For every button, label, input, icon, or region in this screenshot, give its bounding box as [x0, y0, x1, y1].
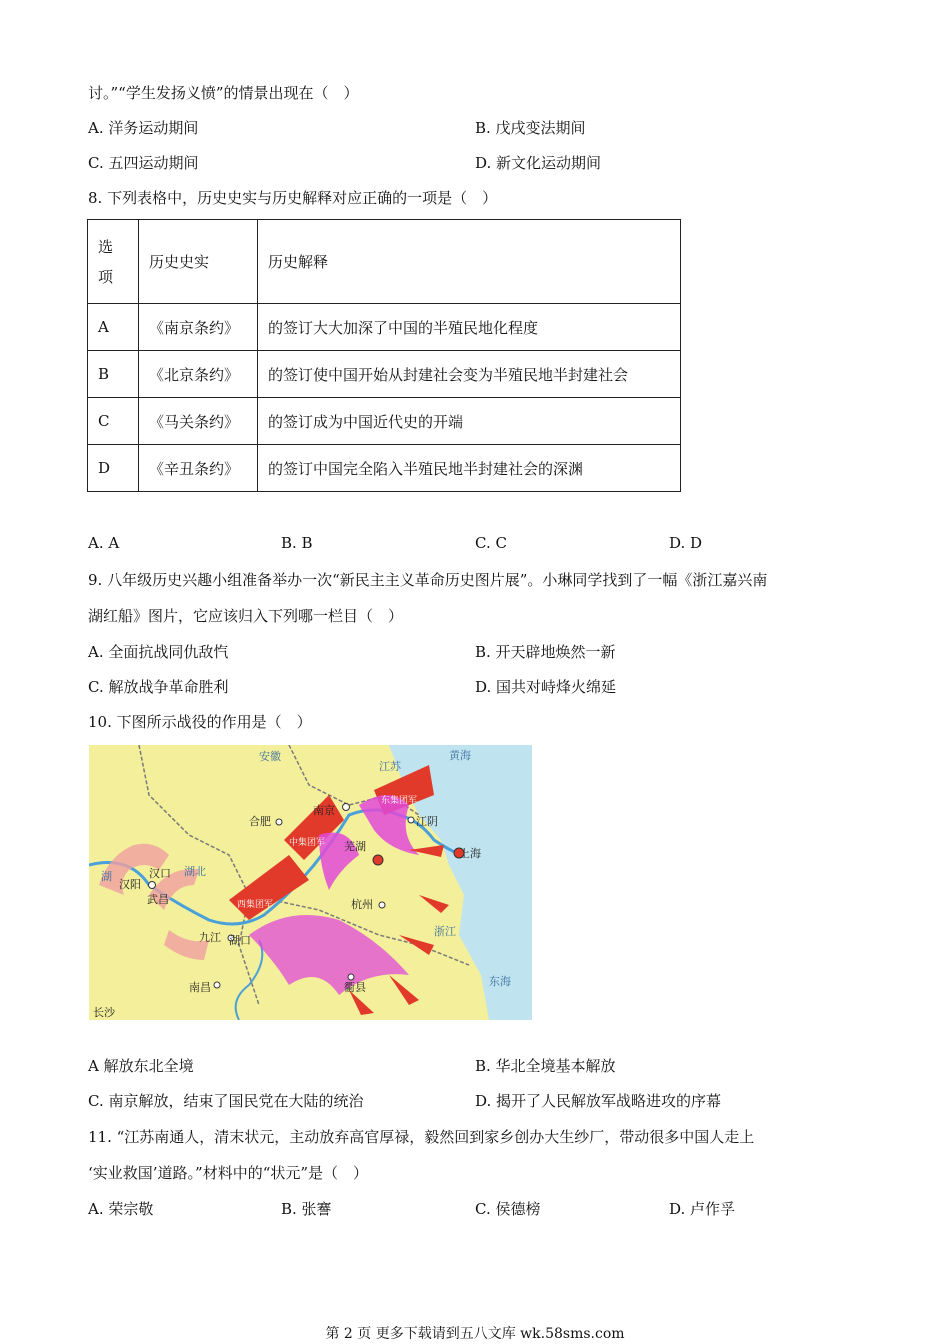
- map-label: 九江: [199, 931, 221, 944]
- map-label: 杭州: [351, 898, 373, 911]
- map-label: 长沙: [93, 1006, 115, 1019]
- q9-option-b[interactable]: B. 开天辟地焕然一新: [475, 643, 616, 661]
- q10-option-b[interactable]: B. 华北全境基本解放: [475, 1057, 616, 1075]
- red-arrow: [409, 845, 444, 857]
- table-row: [88, 351, 681, 398]
- red-arrow: [389, 975, 419, 1005]
- city-marker-hefei: [276, 819, 282, 825]
- q7-option-a[interactable]: A. 洋务运动期间: [88, 119, 199, 137]
- q9-option-a[interactable]: A. 全面抗战同仇敌忾: [88, 643, 229, 661]
- map-label: 西集团军: [237, 900, 274, 910]
- city-marker-nanjing: [343, 804, 350, 811]
- q11-option-a[interactable]: A. 荣宗敬: [88, 1200, 154, 1218]
- table-cell: 《辛丑条约》: [139, 445, 258, 492]
- map-label: 南昌: [189, 981, 211, 994]
- q7-stem-tail: 讨。”“学生发扬义愤”的情景出现在（ ）: [88, 84, 359, 102]
- table-cell: 《南京条约》: [139, 304, 258, 351]
- q7-option-b[interactable]: B. 戊戌变法期间: [475, 119, 586, 137]
- table-row: [88, 445, 681, 492]
- table-row: [88, 304, 681, 351]
- map-label: 汉口: [149, 867, 171, 880]
- map-label: 东集团军: [381, 796, 418, 806]
- q9-stem-line2: 湖红船》图片，它应该归入下列哪一栏目（ ）: [88, 607, 404, 625]
- q7-option-c[interactable]: C. 五四运动期间: [88, 154, 199, 172]
- map-label: 中集团军: [289, 838, 326, 848]
- q8-table-header: [88, 220, 681, 304]
- q9-option-d[interactable]: D. 国共对峙烽火绵延: [475, 678, 617, 696]
- q8-stem: 8. 下列表格中，历史史实与历史解释对应正确的一项是（ ）: [88, 189, 498, 207]
- q11-option-b[interactable]: B. 张謇: [281, 1200, 332, 1218]
- map-label: 衢县: [344, 981, 366, 994]
- map-label: 湖: [101, 870, 112, 883]
- red-arrow: [399, 935, 434, 955]
- q8-table: [87, 219, 681, 492]
- q10-stem: 10. 下图所示战役的作用是（ ）: [88, 713, 312, 731]
- city-marker-wuhan: [149, 882, 156, 889]
- map-label: 浙江: [434, 925, 456, 938]
- table-cell: 《马关条约》: [139, 398, 258, 445]
- map-label: 江阴: [416, 815, 438, 828]
- map-label: 芜湖: [344, 840, 366, 853]
- q8-option-a[interactable]: A. A: [88, 534, 120, 552]
- table-cell: 的签订大大加深了中国的半殖民地化程度: [258, 304, 681, 351]
- map-label: 南京: [313, 804, 335, 817]
- city-marker-wuhu: [373, 855, 383, 865]
- q8-header-explanation: 历史解释: [258, 220, 681, 304]
- page-footer: 第 2 页 更多下载请到五八文库 wk.58sms.com: [325, 1326, 625, 1342]
- q8-header-fact: 历史史实: [139, 220, 258, 304]
- map-label: 湖口: [229, 934, 251, 947]
- battle-map-svg: [89, 745, 532, 1020]
- south-thrust: [249, 915, 409, 995]
- q8-option-d[interactable]: D. D: [669, 534, 703, 552]
- city-marker-jiangyin: [408, 817, 414, 823]
- table-cell: B: [88, 351, 139, 398]
- q8-option-c[interactable]: C. C: [475, 534, 507, 552]
- table-cell: 的签订中国完全陷入半殖民地半封建社会的深渊: [258, 445, 681, 492]
- map-label: 合肥: [249, 815, 271, 828]
- q10-option-d[interactable]: D. 揭开了人民解放军战略进攻的序幕: [475, 1092, 722, 1110]
- q11-stem-line1: 11. “江苏南通人，清末状元，主动放弃高官厚禄，毅然回到家乡创办大生纱厂，带动很多中国人走上: [88, 1128, 755, 1146]
- city-marker-hangzhou: [379, 902, 385, 908]
- table-cell: 的签订使中国开始从封建社会变为半殖民地半封建社会: [258, 351, 681, 398]
- table-cell: C: [88, 398, 139, 445]
- city-marker-nanchang: [214, 982, 220, 988]
- map-label: 汉阳: [119, 878, 141, 891]
- map-label: 江苏: [379, 760, 401, 773]
- map-label: 黄海: [449, 749, 471, 762]
- q9-stem-line1: 9. 八年级历史兴趣小组准备举办一次“新民主主义革命历史图片展”。小琳同学找到了一幅《浙江嘉兴南: [88, 571, 768, 589]
- city-marker-quxian: [348, 974, 354, 980]
- map-label: 湖北: [184, 865, 206, 878]
- q7-option-d[interactable]: D. 新文化运动期间: [475, 154, 602, 172]
- table-cell: D: [88, 445, 139, 492]
- q10-option-a[interactable]: A 解放东北全境: [88, 1057, 194, 1075]
- q8-header-option: 选项: [88, 220, 139, 304]
- battle-map: [89, 745, 532, 1020]
- map-label: 东海: [489, 975, 511, 988]
- red-arrow: [419, 895, 449, 913]
- q8-option-b[interactable]: B. B: [281, 534, 313, 552]
- map-label: 安徽: [259, 750, 281, 763]
- q11-stem-line2: ‘实业救国’道路。”材料中的“状元”是（ ）: [88, 1164, 369, 1182]
- q10-option-c[interactable]: C. 南京解放，结束了国民党在大陆的统治: [88, 1092, 364, 1110]
- map-label: 上海: [459, 847, 481, 860]
- table-cell: 《北京条约》: [139, 351, 258, 398]
- map-label: 武昌: [147, 893, 169, 906]
- table-cell: A: [88, 304, 139, 351]
- table-row: [88, 398, 681, 445]
- table-cell: 的签订成为中国近代史的开端: [258, 398, 681, 445]
- q9-option-c[interactable]: C. 解放战争革命胜利: [88, 678, 229, 696]
- q11-option-d[interactable]: D. 卢作孚: [669, 1200, 736, 1218]
- gan-river: [236, 940, 263, 1020]
- q11-option-c[interactable]: C. 侯德榜: [475, 1200, 541, 1218]
